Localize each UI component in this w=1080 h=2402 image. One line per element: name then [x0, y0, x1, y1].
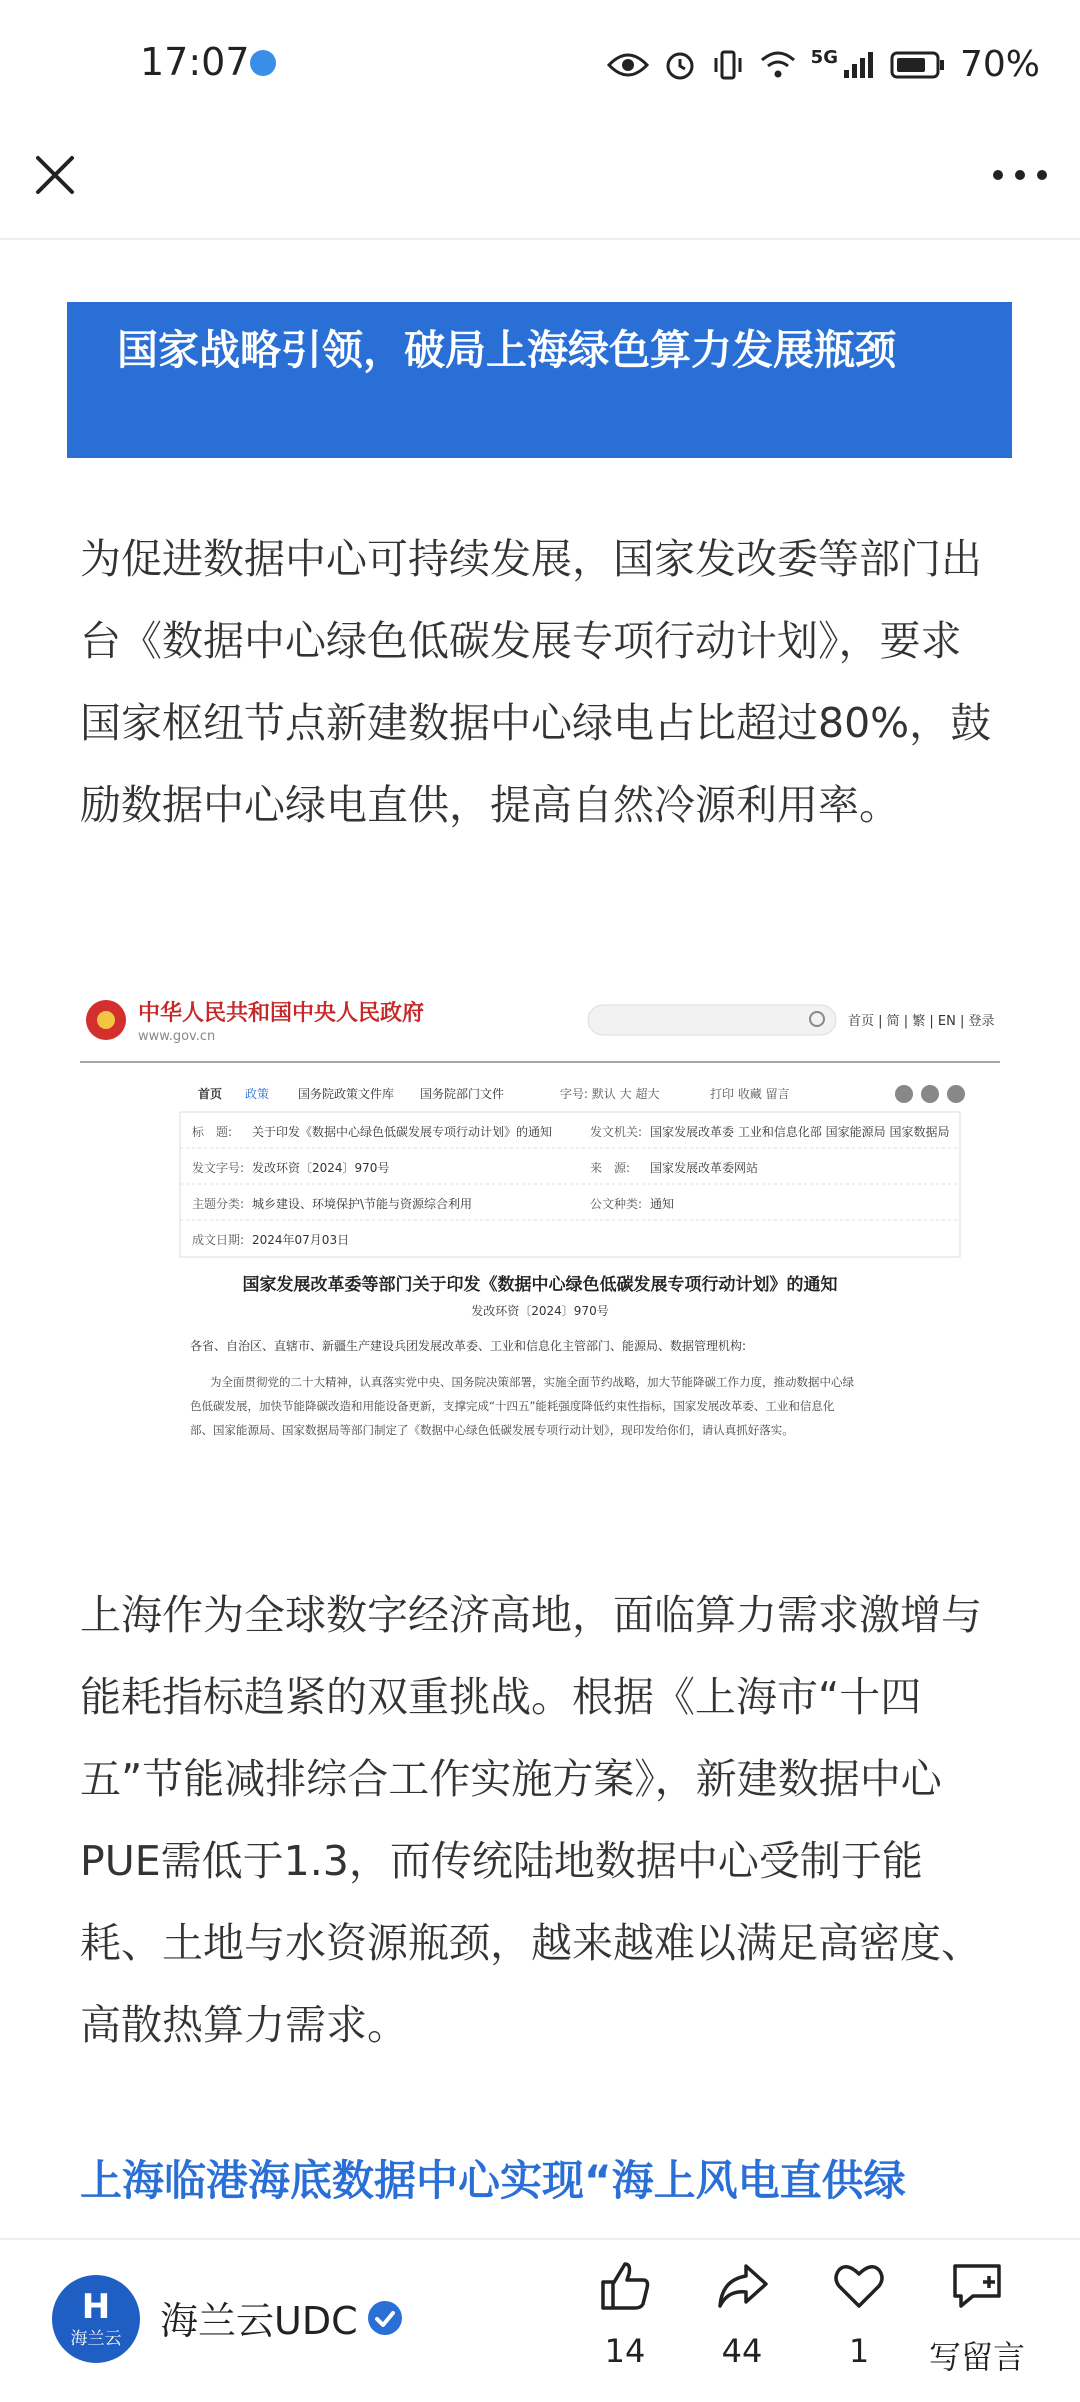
top-bar [0, 130, 1080, 240]
author-name: 海兰云UDC [160, 2299, 358, 2343]
author-avatar[interactable] [52, 2275, 140, 2363]
like-button[interactable] [570, 2258, 680, 2370]
avatar-logo-letter: H [81, 2287, 111, 2327]
alarm-icon [663, 48, 697, 82]
battery-icon [890, 50, 946, 80]
comment-button[interactable] [912, 2258, 1042, 2378]
gov-doc-body-2: 色低碳发展，加快节能降碳改造和用能设备更新，支撑完成“十四五”能耗强度降低约束性指标，国家发展改革委、工业和信息化 [190, 1399, 835, 1413]
article-subheading: 上海临港海底数据中心实现“海上风电直供绿 [80, 2156, 906, 2205]
heart-icon [831, 2258, 887, 2314]
article-paragraph-2: 上海作为全球数字经济高地，面临算力需求激增与能耗指标趋紧的双重挑战。根据《上海市“十四五”节能减排综合工作实施方案》，新建数据中心PUE需低于1.3，而传统陆地数据中心受制于能耗、土地与水资源瓶颈，越来越难以满足高密度、高散热算力需求。 [80, 1591, 982, 2049]
gov-breadcrumb-dept: 国务院部门文件 [420, 1087, 505, 1101]
gov-tools: 打印 收藏 留言 [710, 1087, 790, 1101]
svg-text:成文日期:: 成文日期: [192, 1233, 245, 1247]
like-count: 14 [604, 2332, 646, 2370]
location-icon [250, 50, 276, 76]
qzone-icon [947, 1085, 965, 1103]
comment-label: 写留言 [928, 2338, 1025, 2376]
wifi-icon [759, 50, 797, 80]
status-bar [0, 0, 1080, 130]
comment-icon [949, 2258, 1005, 2314]
article-paragraph-1: 为促进数据中心可持续发展，国家发改委等部门出台《数据中心绿色低碳发展专项行动计划》，要求国家枢纽节点新建数据中心绿电占比超过80%，鼓励数据中心绿电直供，提高自然冷源利用率。 [80, 535, 992, 829]
network-type: 5G [810, 47, 838, 68]
gov-document-screenshot[interactable] [80, 990, 1000, 1480]
section-title-banner: 国家战略引领，破局上海绿色算力发展瓶颈 [67, 302, 1012, 458]
svg-text:城乡建设、环境保护\节能与资源综合利用: 城乡建设、环境保护\节能与资源综合利用 [252, 1197, 473, 1211]
close-icon[interactable] [30, 150, 80, 200]
svg-text:国家发展改革委网站: 国家发展改革委网站 [650, 1161, 759, 1175]
gov-breadcrumb-home: 首页 [198, 1087, 223, 1101]
battery-percent: 70% [959, 44, 1040, 85]
gov-doc-number: 发改环资〔2024〕970号 [471, 1304, 609, 1318]
gov-font-size: 字号: 默认 大 超大 [560, 1087, 660, 1101]
gov-doc-body-3: 部、国家能源局、国家数据局等部门制定了《数据中心绿色低碳发展专项行动计划》，现印发给你们，请认真抓好落实。 [190, 1423, 794, 1437]
svg-text:发文机关:: 发文机关: [590, 1125, 643, 1139]
favorite-button[interactable] [804, 2258, 914, 2370]
eye-icon [607, 50, 649, 80]
vibrate-icon [711, 48, 745, 82]
more-icon[interactable] [990, 160, 1050, 190]
status-time: 17:07 [140, 40, 250, 84]
svg-text:国家发展改革委 工业和信息化部 国家能源局 国家数据局: 国家发展改革委 工业和信息化部 国家能源局 国家数据局 [650, 1125, 950, 1139]
favorite-count: 1 [848, 2332, 870, 2370]
share-icon [714, 2258, 770, 2314]
avatar-logo-text: 海兰云 [70, 2329, 122, 2349]
svg-text:主题分类:: 主题分类: [192, 1197, 245, 1211]
svg-text:发文字号:: 发文字号: [192, 1161, 245, 1175]
verified-icon [368, 2301, 402, 2335]
svg-text:通知: 通知 [650, 1197, 675, 1211]
gov-nav: 首页 | 简 | 繁 | EN | 登录 | [848, 1014, 1000, 1029]
svg-text:标 题:: 标 题: [192, 1125, 233, 1139]
svg-text:发改环资〔2024〕970号: 发改环资〔2024〕970号 [252, 1161, 390, 1175]
signal-icon [842, 50, 876, 80]
thumbs-up-icon [597, 2258, 653, 2314]
gov-doc-body-1: 为全面贯彻党的二十大精神，认真落实党中央、国务院决策部署，实施全面节约战略，加大节能降碳工作力度，推动数据中心绿 [210, 1375, 854, 1389]
gov-search-box [588, 1005, 836, 1035]
gov-breadcrumb-library: 国务院政策文件库 [298, 1087, 395, 1101]
gov-site-url: www.gov.cn [138, 1029, 216, 1044]
wechat-icon [921, 1085, 939, 1103]
svg-text:公文种类:: 公文种类: [590, 1197, 643, 1211]
share-count: 44 [721, 2332, 763, 2370]
weibo-icon [895, 1085, 913, 1103]
svg-text:来 源:: 来 源: [590, 1161, 631, 1175]
gov-doc-recipients: 各省、自治区、直辖市、新疆生产建设兵团发展改革委、工业和信息化主管部门、能源局、数据管理机构: [190, 1339, 747, 1353]
gov-breadcrumb-policy: 政策 [245, 1087, 270, 1101]
share-button[interactable] [687, 2258, 797, 2370]
gov-site-name: 中华人民共和国中央人民政府 [138, 1001, 425, 1026]
author-name-row[interactable] [160, 2290, 402, 2345]
svg-text:2024年07月03日: 2024年07月03日 [252, 1233, 350, 1247]
gov-doc-title: 国家发展改革委等部门关于印发《数据中心绿色低碳发展专项行动计划》的通知 [242, 1275, 838, 1295]
svg-text:关于印发《数据中心绿色低碳发展专项行动计划》的通知: 关于印发《数据中心绿色低碳发展专项行动计划》的通知 [252, 1125, 553, 1139]
status-icons [607, 44, 1040, 85]
